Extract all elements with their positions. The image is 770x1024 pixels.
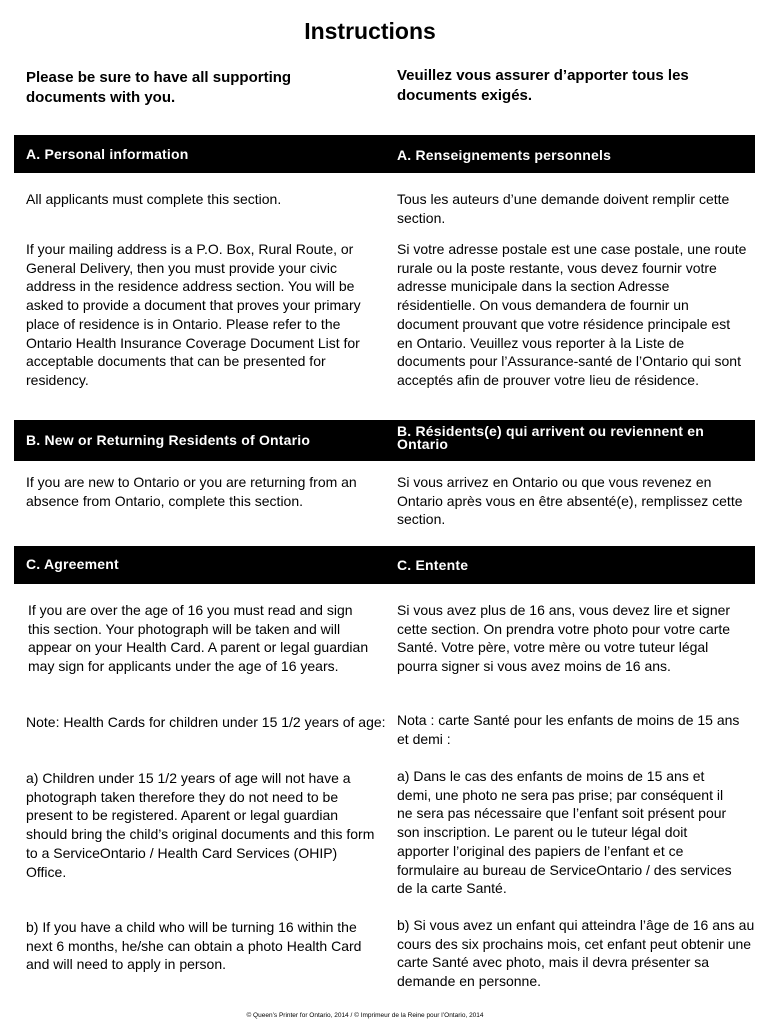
section-a-header-bar: [14, 135, 755, 173]
section-b-title-english: B. New or Returning Residents of Ontario: [26, 432, 311, 448]
section-c-item-a-french: a) Dans le cas des enfants de moins de 15 ans et demi, une photo ne sera pas prise; par conséquent il ne sera pas nécessaire que l’enfant soit présent pour son inscription. Le parent ou le tuteur légal doit apporter l’original des papiers de l’enfant et ce formulaire au bureau de ServiceOntario / des services de la carte Santé.: [397, 768, 732, 897]
section-a-intro-french: Tous les auteurs d’une demande doivent remplir cette section.: [397, 191, 730, 226]
section-b-title-french: B. Résidents(e) qui arrivent ou reviennent en Ontario: [397, 423, 704, 452]
section-c-item-a-english: a) Children under 15 1/2 years of age will not have a photograph taken therefore they do not need to be present to be registered. Aparent or legal guardian should bring the child’s original documents and this form to a ServiceOntario / Health Card Services (OHIP) Office.: [26, 770, 375, 880]
section-a-title-french: A. Renseignements personnels: [397, 147, 612, 163]
section-c-title-french: C. Entente: [397, 557, 469, 573]
section-b-header-bar: [14, 420, 755, 461]
section-c-header-bar: [14, 546, 755, 584]
intro-french: Veuillez vous assurer d’apporter tous les documents exigés.: [397, 67, 689, 104]
section-c-note-french: Nota : carte Santé pour les enfants de moins de 15 ans et demi :: [397, 712, 740, 747]
intro-english: Please be sure to have all supporting documents with you.: [26, 69, 292, 106]
section-b-intro-french: Si vous arrivez en Ontario ou que vous revenez en Ontario après vous en être absenté(e), remplissez cette section.: [397, 474, 743, 528]
section-b-intro-english: If you are new to Ontario or you are returning from an absence from Ontario, complete this section.: [26, 474, 357, 509]
section-a-title-english: A. Personal information: [26, 146, 189, 162]
section-a-address-english: If your mailing address is a P.O. Box, Rural Route, or General Delivery, then you must provide your civic address in the residence address section. You will be asked to provide a document that proves your primary place of residence is in Ontario. Please refer to the Ontario Health Insurance Coverage Document List for acceptable documents that can be presented for residency.: [26, 241, 361, 388]
section-c-title-english: C. Agreement: [26, 556, 119, 572]
section-c-note-english: Note: Health Cards for children under 15 1/2 years of age:: [26, 714, 386, 730]
section-a-address-french: Si votre adresse postale est une case postale, une route rurale ou la poste restante, vous devez fournir votre adresse municipale dans la section Adresse résidentielle. On vous demandera de fournir un document prouvant que votre résidence principale est en Ontario. Veuillez vous reporter à la Liste de documents pour l’Assurance-santé de l’Ontario qui sont acceptés afin de prouver votre lieu de résidence.: [397, 241, 747, 388]
section-c-item-b-french: b) Si vous avez un enfant qui atteindra l’âge de 16 ans au cours des six prochains mois, cet enfant peut obtenir une carte Santé avec photo, mais il devra présenter sa demande en personne.: [397, 917, 755, 990]
copyright-footer: © Queen’s Printer for Ontario, 2014 / © Imprimeur de la Reine pour l’Ontario, 2014: [246, 1012, 484, 1019]
section-c-intro-french: Si vous avez plus de 16 ans, vous devez lire et signer cette section. On prendra votre photo pour votre carte Santé. Votre père, votre mère ou votre tuteur légal pourra signer si vous avez moins de 16 ans.: [397, 602, 731, 675]
section-a-intro-english: All applicants must complete this section.: [26, 191, 282, 207]
page-title: Instructions: [304, 18, 436, 44]
section-c-item-b-english: b) If you have a child who will be turning 16 within the next 6 months, he/she can obtain a photo Health Card and will need to apply in person.: [26, 919, 362, 973]
section-c-intro-english: If you are over the age of 16 you must read and sign this section. Your photograph will be taken and will appear on your Health Card. A parent or legal guardian may sign for applicants under the age of 16 years.: [28, 602, 369, 675]
